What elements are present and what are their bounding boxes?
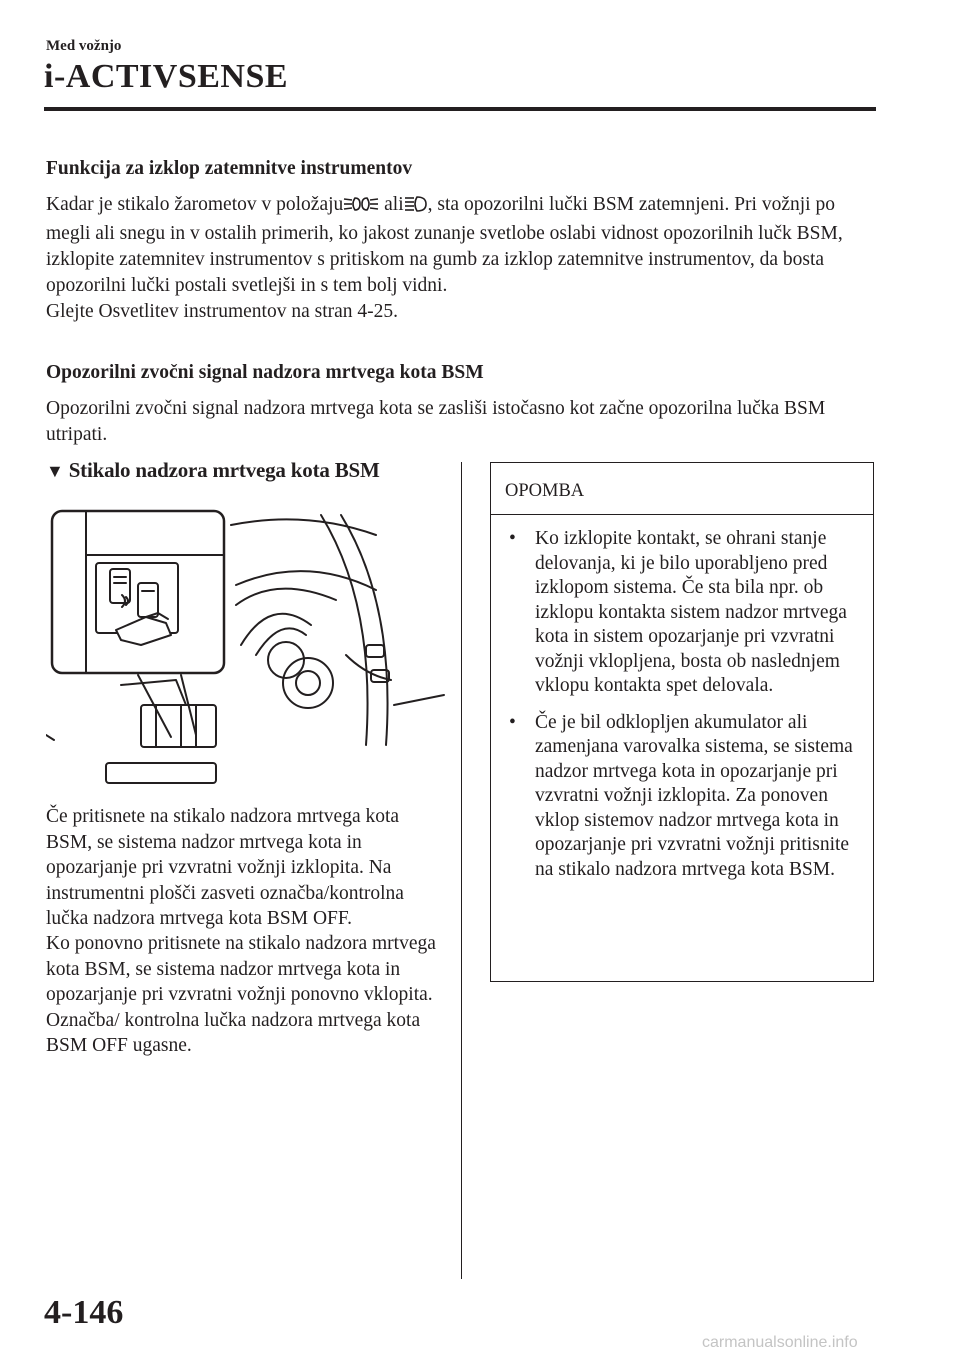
switch-body-2: Ko ponovno pritisnete na stikalo nadzora mrtvega kota BSM, se sistema nadzor mrtvega kota in opozarjanje pri vzvratni vožnji ponovno vklopita. Označba/ kontrolna lučka nadzora mrtvega kota BSM OFF ugasne. [46,933,436,1057]
note-list [491,515,873,882]
header-section-label: Med vožnjo [46,38,122,54]
beep-body: Opozorilni zvočni signal nadzora mrtvega kota se zasliši istočasno kot začne opozorilna lučka BSM utripati. [46,398,826,445]
beep-heading: Opozorilni zvočni signal nadzora mrtvega kota BSM [46,362,484,383]
headlight-icon [404,195,428,221]
list-item [505,711,863,883]
page-number: 4-146 [44,1294,124,1331]
note-item-text: Ko izklopite kontakt, se ohrani stanje delovanja, ki je bilo uporabljeno pred izklopom sistema. Če sta bila npr. ob izklopu kontakta sistem nadzor mrtvega kota in sistem opozarjanje pri vzvratni vožnji vklopljena, bosta ob naslednjem vklopu kontakta spet delovala. [535,528,847,696]
bullet-icon: • [509,711,516,733]
note-box [490,462,874,982]
beep-section [46,360,876,448]
dimming-text-part2: ali [379,194,404,215]
dimming-section [46,156,876,325]
switch-heading [46,458,446,484]
switch-heading-text: Stikalo nadzora mrtvega kota BSM [68,458,380,482]
dimming-text [46,192,876,299]
dimming-text-part4: Pri vožnji po megli ali snegu in v ostalih primerih, ko jakost zunanje svetlobe oslabi vidnost opozorilnih lučk BSM, izklopite zatemnitev instrumentov s pritiskom na gumb za izklop zatemnitve instrumentov, da bosta opozorilni lučki postali svetlejši in s tem bolj vidni. [46,194,843,296]
bsm-switch-illustration [46,505,446,785]
column-divider [461,462,462,1279]
dimming-text-part1: Kadar je stikalo žarometov v položaju [46,194,344,215]
bullet-icon: • [509,528,516,549]
note-title: OPOMBA [491,463,873,515]
page-title: i-ACTIVSENSE [44,58,289,95]
note-item-text: Če je bil odklopljen akumulator ali zamenjana varovalka sistema, se sistema nadzor mrtvega kota in opozarjanje pri vzvratni vožnji izklopita. Za ponoven vklop sistemov nadzor mrtvega kota in opozarjanje pri vzvratni vožnji pritisnite na stikalo nadzora mrtvega kota BSM. [535,711,853,880]
parking-light-icon [343,195,379,221]
watermark: carmanualsonline.info [702,1334,858,1351]
dimming-heading: Funkcija za izklop zatemnitve instrumentov [46,158,413,179]
header-rule [44,107,876,111]
list-item [505,527,863,699]
triangle-marker-icon: ▼ [46,461,64,481]
switch-body-1: Če pritisnete na stikalo nadzora mrtvega kota BSM, se sistema nadzor mrtvega kota in opozarjanje pri vzvratni vožnji izklopita. Na instrumentni plošči zasveti označba/kontrolna lučka nadzora mrtvega kota BSM OFF. [46,806,404,930]
dimming-reference: Glejte Osvetlitev instrumentov na stran 4-25. [46,301,399,322]
dimming-text-part3: , sta opozorilni lučki BSM zatemnjeni. [427,194,730,215]
